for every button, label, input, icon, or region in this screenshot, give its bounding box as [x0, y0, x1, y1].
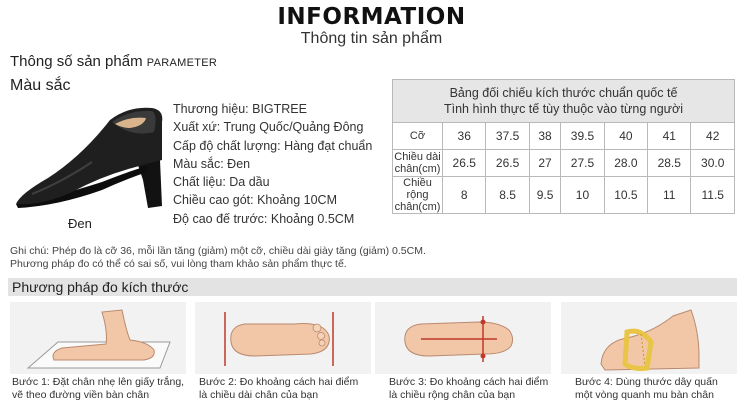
size-table-title-line: Tình hình thực tế tùy thuộc vào từng người	[444, 102, 683, 116]
table-cell: 10	[561, 177, 604, 214]
row-label: Cỡ	[393, 123, 443, 150]
size-table-header	[393, 80, 735, 123]
step-2-caption	[199, 376, 375, 401]
page-subtitle: Thông tin sản phẩm	[300, 30, 443, 47]
table-cell: 11	[648, 177, 691, 214]
table-cell: 36	[443, 123, 486, 150]
step-caption-line: Bước 4: Dùng thước dây quấn	[575, 376, 718, 388]
method-section-title: Phương pháp đo kích thước	[12, 279, 189, 295]
spec-item: Màu sắc: Đen	[173, 156, 251, 171]
table-row	[393, 150, 735, 177]
table-cell: 42	[691, 123, 735, 150]
table-cell: 27	[529, 150, 561, 177]
table-row	[393, 123, 735, 150]
size-table-title-line: Bảng đối chiếu kích thước chuẩn quốc tế	[449, 86, 678, 100]
table-cell: 28.0	[604, 150, 647, 177]
table-row	[393, 177, 735, 214]
parameter-label: Thông số sản phẩm	[10, 53, 143, 70]
step-1-caption	[12, 376, 188, 401]
spec-list	[173, 100, 372, 228]
spec-item: Cấp độ chất lượng: Hàng đạt chuẩn	[173, 138, 373, 153]
notes	[10, 245, 426, 271]
page-title: INFORMATION	[277, 4, 466, 30]
step-caption-line: một vòng quanh mu bàn chân	[575, 388, 714, 401]
spec-item: Chiều cao gót: Khoảng 10CM	[173, 193, 337, 208]
row-label: Chiều dài chân(cm)	[394, 151, 441, 175]
shoe-color-caption: Đen	[68, 216, 92, 231]
parameter-tag: PARAMETER	[146, 57, 218, 69]
table-cell: 10.5	[604, 177, 647, 214]
table-cell: 27.5	[561, 150, 604, 177]
note-line: Ghi chú: Phép đo là cỡ 36, mỗi lần tăng (giảm) một cỡ, chiều dài giày tăng (giảm) 0.5CM.	[10, 245, 426, 257]
note-line: Phương pháp đo có thể có sai số, vui lòng tham khảo sản phẩm thực tế.	[10, 258, 347, 270]
row-label: Chiều rộng chân(cm)	[393, 177, 443, 214]
step-caption-line: Bước 1: Đặt chân nhẹ lên giấy trắng,	[12, 376, 185, 388]
step-caption-line: là chiều rộng chân của bạn	[389, 388, 516, 401]
table-cell: 11.5	[691, 177, 735, 214]
table-cell: 30.0	[691, 150, 735, 177]
step-1-illustration	[10, 302, 186, 374]
spec-item: Độ cao đế trước: Khoảng 0.5CM	[173, 211, 355, 226]
color-heading: Màu sắc	[10, 77, 71, 94]
step-caption-line: vẽ theo đường viền bàn chân	[12, 388, 150, 401]
step-caption-line: Bước 2: Đo khoảng cách hai điểm	[199, 376, 359, 388]
table-cell: 38	[529, 123, 561, 150]
step-2-illustration	[195, 302, 371, 374]
step-caption-line: Bước 3: Đo khoảng cách hai điểm	[389, 376, 549, 388]
shoe-image	[12, 102, 174, 214]
parameter-heading	[10, 53, 217, 70]
method-section-bar	[8, 278, 737, 296]
table-cell: 8	[443, 177, 486, 214]
table-cell: 8.5	[486, 177, 529, 214]
table-cell: 26.5	[443, 150, 486, 177]
table-cell: 40	[604, 123, 647, 150]
step-caption-line: là chiều dài chân của bạn	[199, 388, 319, 401]
spec-item: Xuất xứ: Trung Quốc/Quảng Đông	[173, 120, 364, 135]
size-table	[392, 79, 735, 214]
table-cell: 37.5	[486, 123, 529, 150]
table-cell: 41	[648, 123, 691, 150]
step-4-caption	[575, 376, 743, 401]
step-4-illustration	[561, 302, 737, 374]
spec-item: Chất liệu: Da dầu	[173, 175, 270, 190]
table-cell: 39.5	[561, 123, 604, 150]
size-table-title	[393, 80, 735, 123]
table-cell: 28.5	[648, 150, 691, 177]
table-cell: 26.5	[486, 150, 529, 177]
table-cell: 9.5	[529, 177, 561, 214]
step-3-illustration	[375, 302, 551, 374]
step-3-caption	[389, 376, 565, 401]
spec-item: Thương hiệu: BIGTREE	[173, 102, 307, 116]
